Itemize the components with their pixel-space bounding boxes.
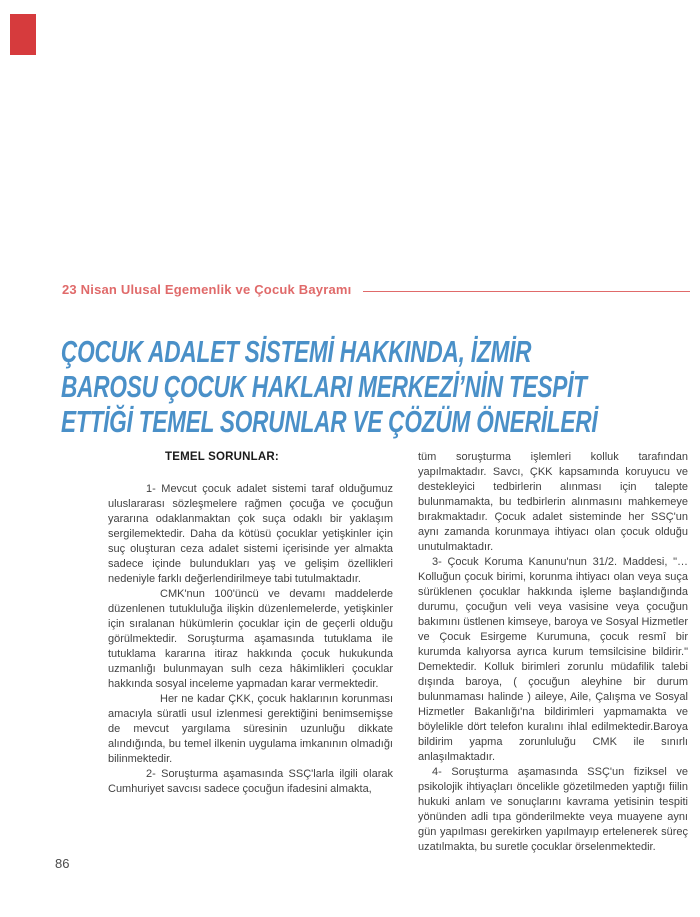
- page-title-line-1: ÇOCUK ADALET SİSTEMİ HAKKINDA, İZMİR: [61, 334, 532, 369]
- corner-red-square: [10, 14, 36, 55]
- section-heading: TEMEL SORUNLAR:: [165, 451, 279, 463]
- paragraph: 3- Çocuk Koruma Kanunu'nun 31/2. Maddesi, "…Kolluğun çocuk birimi, korunma ihtiyacı olan veya suça sürüklenen çocuklar hakkında işleme başlandığında durumu, çocuğun veli veya vasisine veya çocuğun bakımını üstlenen kimseye, baroya ve Sosyal Hizmetler ve Çocuk Esirgeme Kurumuna, çocuk resmî bir kurumda kalıyorsa ayrıca kurum temsilcisine bildirir." Demektedir. Kolluk birimleri zorunlu müdafilik talebi dışında baroya, ( çocuğun aleyhine bir durum bulunmaması halinde ) aileye, Aile, Çalışma ve Sosyal Hizmetler Bakanlığı'na bildirimleri yapmamakta ve böylelikle dört telefon kuralını ihlal edilmektedir.Baroya bildirim yapma zorunluluğu CMK ile sınırlı anlaşılmaktadır.: [418, 556, 688, 763]
- running-header: [62, 282, 690, 297]
- page-number: 86: [55, 856, 70, 871]
- paragraph: CMK'nun 100'üncü ve devamı maddelerde düzenlenen tutukluluğa ilişkin düzenlemelerde, yetişkinler için sıralanan hükümlerin çocuklar için de geçerli olduğu görülmektedir. Soruşturma aşamasında tutuklama ile tutuklama kararına itiraz hakkında çocuk hukukunda uzmanlığı bulunmayan sulh ceza hâkimlikleri çocuklar hakkında sosyal inceleme yapmadan karar vermektedir.: [108, 588, 393, 690]
- right-column: [418, 450, 688, 855]
- page-title-line-2: BAROSU ÇOCUK HAKLARI MERKEZİ’NİN TESPİT: [61, 369, 587, 404]
- paragraph: 4- Soruşturma aşamasında SSÇ'un fiziksel ve psikolojik ihtiyaçları öncelikle gözetilmeden yaptığı fiilin hukuki anlam ve sonuçlarını kavrama yetisinin tespiti yönünden adli tıpa gönderilmekte veya muayene aynı gün yapılması gerekirken yapılmayıp ertelenerek süreç uzatılmakta, bu suretle çocuklar örselenmektedir.: [418, 766, 688, 853]
- left-column: [108, 450, 393, 855]
- page-title: [61, 334, 700, 439]
- paragraph: Her ne kadar ÇKK, çocuk haklarının korunması amacıyla süratli usul izlenmesi gerektiğini benimsemişse de mevcut yargılama süresinin uzunluğu dikkate alındığında, bu temel ilkenin uygulama imkanının olmadığı bilinmektedir.: [108, 693, 393, 765]
- article-body: [108, 450, 688, 855]
- running-header-rule: [363, 291, 690, 292]
- paragraph: tüm soruşturma işlemleri kolluk tarafından yapılmaktadır. Savcı, ÇKK kapsamında koruyucu ve destekleyici tedbirlerin alınması için talepte bulunmamakta, bu tedbirlerin alınmasını mahkemeye bırakmaktadır. Çocuk adalet sisteminde her SSÇ'un aynı zamanda korunmaya ihtiyacı olan çocuk olduğu unutulmaktadır.: [418, 451, 688, 553]
- running-header-label: 23 Nisan Ulusal Egemenlik ve Çocuk Bayramı: [62, 282, 352, 297]
- paragraph: 1- Mevcut çocuk adalet sistemi taraf olduğumuz uluslararası sözleşmelere rağmen çocuğa ve çocuğun yararına odaklanmaktan çok suça odaklı bir yaklaşım sergilemektedir. Daha da kötüsü çocuklar yetişkinler için suç oluşturan ceza adalet sistemi içerisinde yer almakta sadece içinde bulundukları yaş ve gelişim özellikleri nedeniyle farklı değerlendirilmeye tabi tutulmaktadır.: [108, 483, 393, 585]
- page-title-line-3: ETTİĞİ TEMEL SORUNLAR VE ÇÖZÜM ÖNERİLERİ: [61, 404, 598, 439]
- paragraph: 2- Soruşturma aşamasında SSÇ'larla ilgili olarak Cumhuriyet savcısı sadece çocuğun ifadesini almakta,: [108, 768, 393, 795]
